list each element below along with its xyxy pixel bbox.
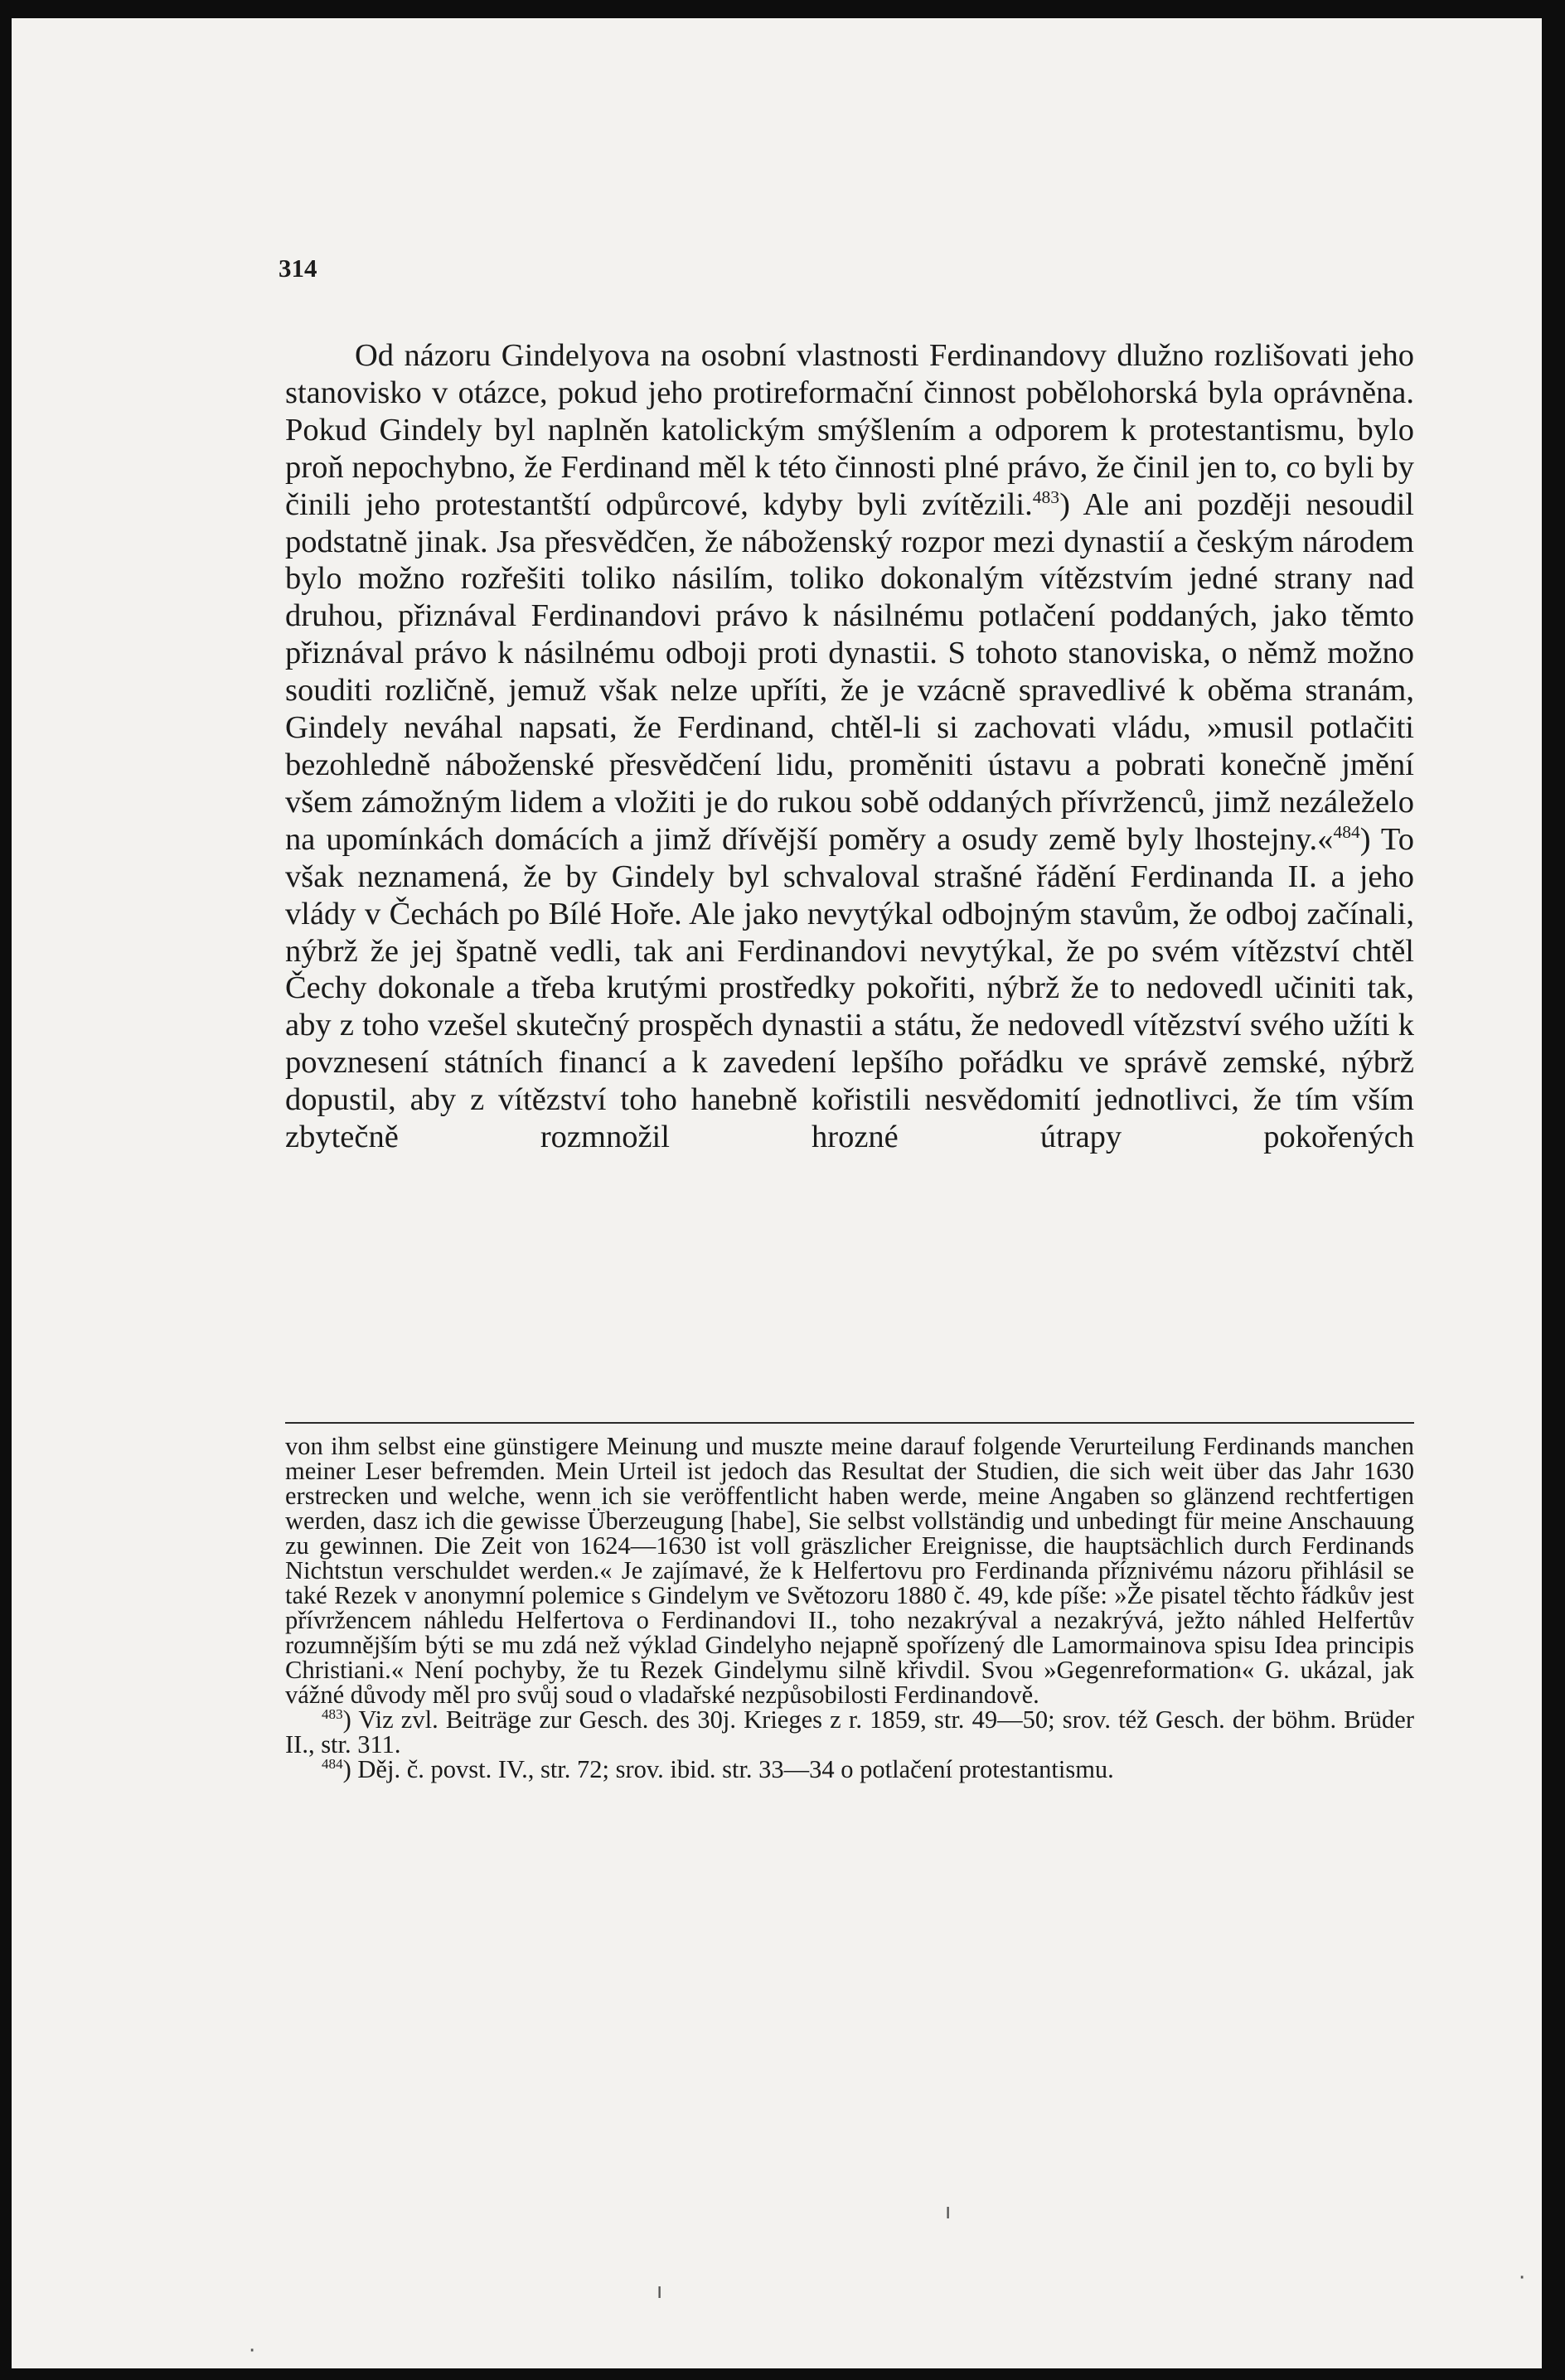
footnote-483-text: ) Viz zvl. Beiträge zur Gesch. des 30j. Krieges z r. 1859, str. 49—50; srov. též Gesch. der böhm. Brüder II., str. 311. xyxy=(285,1705,1414,1758)
footnote-ref-483: 483 xyxy=(1032,486,1060,507)
document-page xyxy=(12,18,1542,2368)
main-body-text xyxy=(285,337,1414,1156)
scan-speck: · xyxy=(249,2339,256,2363)
page-number: 314 xyxy=(279,254,317,283)
body-text-part-3: ) To však neznamená, že by Gindely byl schvaloval strašné řádění Ferdinanda II. a jeho vlády v Čechách po Bílé Hoře. Ale jako nevytýkal odbojným stavům, že odboj začínali, nýbrž že jej špatně vedli, tak ani Ferdinandovi nevytýkal, že po svém vítězství chtěl Čechy dokonale a třeba krutými prostředky pokořiti, nýbrž že to nedovedl učiniti tak, aby z toho vzešel skutečný prospěch dynastii a státu, že nedovedl vítězství svého užíti k povznesení státních financí a k zavedení lepšího pořádku ve správě zemské, nýbrž dopustil, aby z vítězství toho hanebně kořistili nesvědomití jednotlivci, že tím vším zbytečně rozmnožil hrozné útrapy pokořených xyxy=(285,821,1414,1155)
body-text-part-2: ) Ale ani později nesoudil podstatně jinak. Jsa přesvědčen, že náboženský rozpor mezi dynastií a českým národem bylo možno rozřešiti toliko násilím, toliko dokonalým vítězstvím jedné strany nad druhou, přiznával Ferdinandovi právo k násilnému potlačení poddaných, jako těmto přiznával právo k násilnému odboji proti dynastii. S tohoto stanoviska, o němž možno souditi rozličně, jemuž však nelze upříti, že je vzácně spravedlivé k oběma stranám, Gindely neváhal napsati, že Ferdinand, chtěl-li si zachovati vládu, »musil potlačiti bezohledně náboženské přesvědčení lidu, proměniti ústavu a pobrati konečně jmění všem zámožným lidem a vložiti je do rukou sobě oddaných přívrženců, jimž nezáleželo na upomínkách domácích a jimž dřívější poměry a osudy země byly lhostejny.« xyxy=(285,486,1414,857)
footnote-continuation: von ihm selbst eine günstigere Meinung und muszte meine darauf folgende Verurteilung Ferdinands manchen meiner Leser befremden. Mein Urteil ist jedoch das Resultat der Studien, die sich weit über das Jahr 1630 erstrecken und welche, wenn ich sie veröffentlicht haben werde, meine Angaben so glänzend rechtfertigen werden, dasz ich die gewisse Überzeugung [habe], Sie selbst vollständig und unbedingt für meine Anschauung zu gewinnen. Die Zeit von 1624—1630 ist voll gräszlicher Ereignisse, die hauptsächlich durch Ferdinands Nichtstun verschuldet werden.« Je zajímavé, že k Helfertovu pro Ferdinanda příznivému názoru přihlásil se také Rezek v anonymní polemice s Gindelym ve Světozoru 1880 č. 49, kde píše: »Že pisatel těchto řádkův jest přívržencem náhledu Helfertova o Ferdinandovi II., toho nezakrýval a nezakrývá, ježto náhled Helfertův rozumnějším býti se mu zdá než výklad Gindelyho nejapně spořízený dle Lamormainova spisu Idea principis Christiani.« Není pochyby, že tu Rezek Gindelymu silně křivdil. Svou »Gegenreformation« G. ukázal, jak vážné důvody měl pro svůj soud o vladařské nezpůsobilosti Ferdinandově. xyxy=(285,1432,1414,1709)
footnote-484-number: 484 xyxy=(322,1755,343,1772)
scan-speck: · xyxy=(1519,2266,1526,2291)
body-text-part-1: Od názoru Gindelyova na osobní vlastnosti Ferdinandovy dlužno rozlišovati jeho stanovisko v otázce, pokud jeho protireformační činnost pobělohorská byla oprávněna. Pokud Gindely byl naplněn katolickým smýšlením a odporem k protestantismu, bylo proň nepochybno, že Ferdinand měl k této činnosti plné právo, že činil jen to, co byli by činili jeho protestantští odpůrcové, kdyby byli zvítězili. xyxy=(285,338,1414,522)
footnote-483 xyxy=(285,1707,1414,1757)
scan-speck: ı xyxy=(945,2199,952,2224)
scan-speck: ı xyxy=(657,2279,663,2304)
footnote-ref-484: 484 xyxy=(1333,821,1360,842)
footnotes xyxy=(285,1434,1414,1782)
footnote-484 xyxy=(285,1757,1414,1782)
footnote-separator xyxy=(285,1422,1414,1424)
footnote-483-number: 483 xyxy=(322,1705,343,1722)
footnote-484-text: ) Děj. č. povst. IV., str. 72; srov. ibid. str. 33—34 o potlačení protestantismu. xyxy=(342,1755,1114,1783)
